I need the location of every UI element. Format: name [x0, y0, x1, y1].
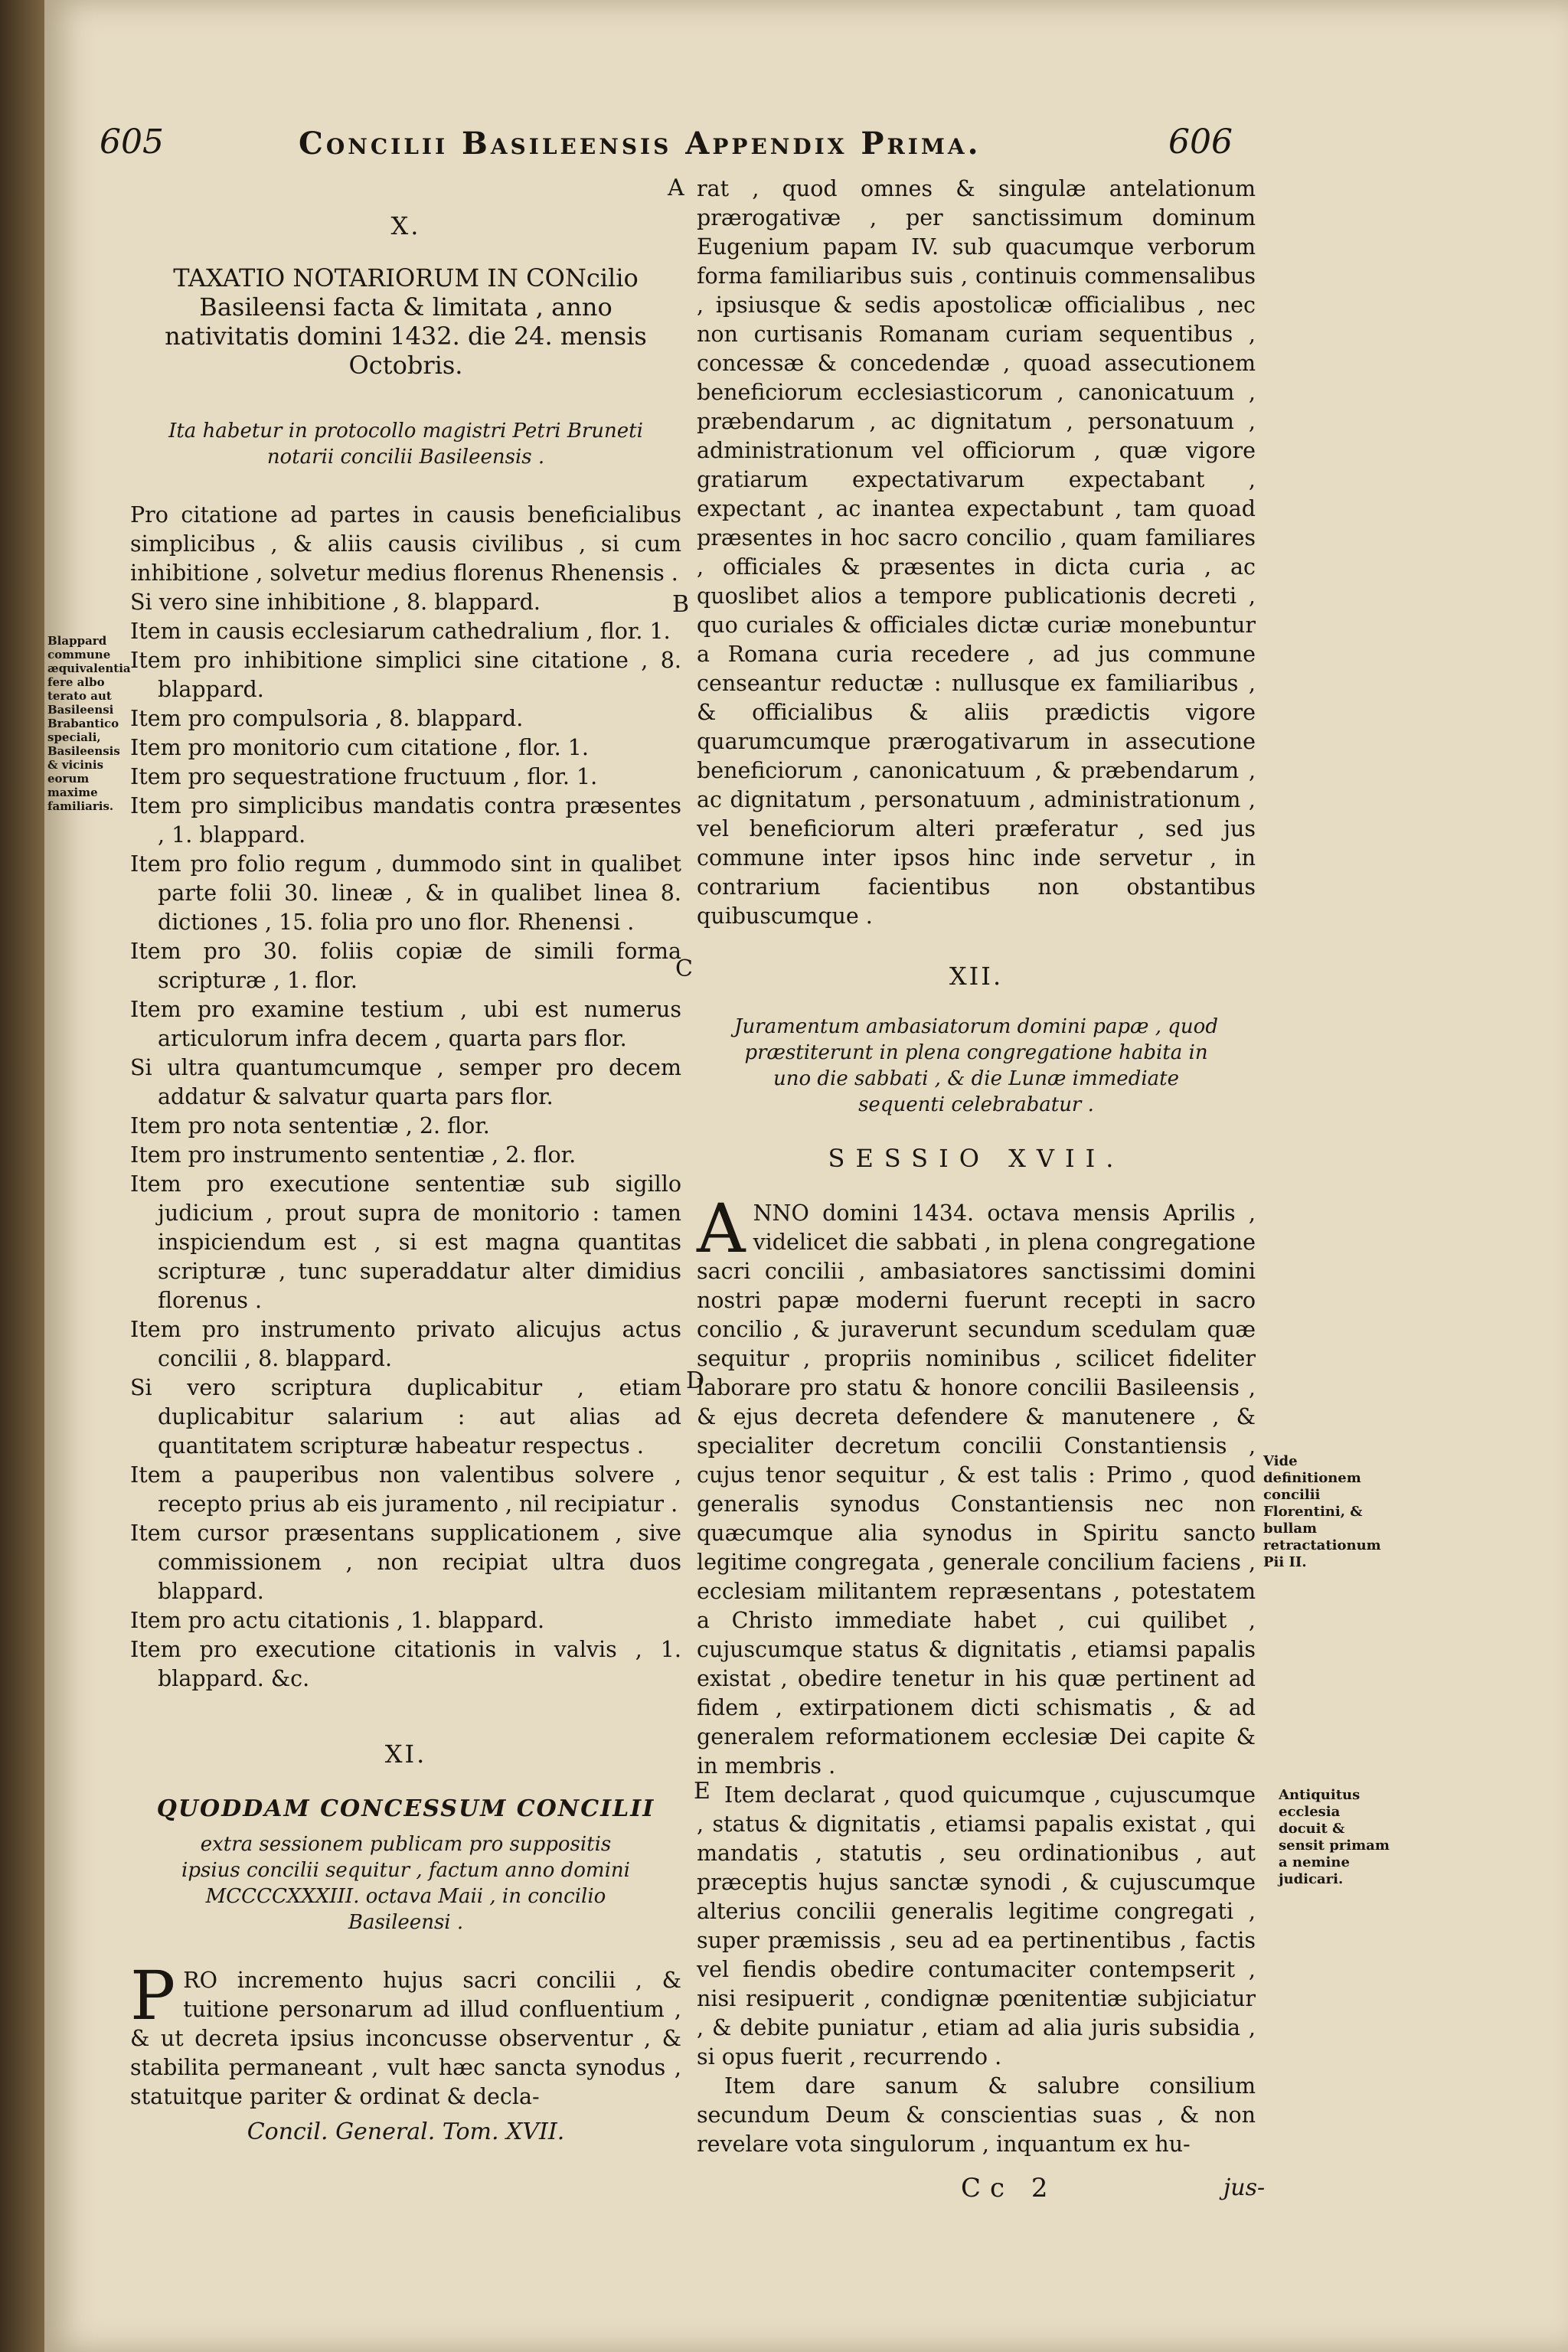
- paragraph-item-declarat: Item declarat , quod quicumque , cujuscumque , status & dignitatis , etiamsi papalis existat , qui mandatis , statutis , seu ordinationibus , aut præceptis hujus sanctæ synodi , & cujuscumque alterius concilii generalis legitime congregati , super præmissis , seu ad ea pertinentibus , factis vel fiendis obedire contumaciter contempserit , nisi resipuerit , condignæ pœnitentiæ subjiciatur , & debite puniatur , etiam ad alia juris subsidia , si opus fuerit , recurrendo .: [697, 1782, 1256, 2069]
- left-margin-note: Blappard commune æquivalentia fere albo terato aut Basileensi Brabantico speciali, Basileensis & vicinis eorum maxime familiaris.: [47, 634, 131, 813]
- section-text-xi: PRO incremento hujus sacri concilii , & tuitione personarum ad illud confluentium , & ut decreta ipsius inconcusse observentur , & stabilita permaneant , vult hæc sancta synodus , statuitque pariter & ordinat & decla-: [130, 1956, 681, 2109]
- margin-letter-e: E: [694, 1778, 710, 1805]
- fee-item: Item pro sequestratione fructuum , flor. 1.: [130, 764, 598, 789]
- session-heading: SESSIO XVII.: [828, 1144, 1125, 1173]
- fee-item: Si ultra quantumcumque , semper pro decem addatur & salvatur quarta pars flor.: [130, 1055, 681, 1109]
- fee-item: Item pro simplicibus mandatis contra præsentes , 1. blappard.: [130, 793, 681, 848]
- paragraph-decree-end: rat , quod omnes & singulæ antelationum prærogativæ , per sanctissimum dominum Eugenium papam IV. sub quacumque verborum forma familiaribus suis , continuis commensalibus , ipsiusque & sedis apostolicæ officialibus , nec non curtisanis Romanam curiam sequentibus , concessæ & concedendæ , quoad assecutionem beneficiorum ecclesiasticorum , canonicatuum , præbendarum , ac dignitatum , personatuum , administrationum vel officiorum , quæ vigore gratiarum expectativarum expectabant , expectant , ac inantea expectabunt , tam quoad præsentes in hoc sacro concilio , quam familiares , officiales & præsentes in dicta curia , ac quoslibet alios a tempore publicationis decreti , quo curiales & officiales dictæ curiæ monebuntur a Romana curia recedere , ad jus commune censeantur reductæ : nullusque ex familiaribus , & officialibus & aliis prædictis vigore quarumcumque prærogativarum in assecutione beneficiorum , canonicatuum , & præbendarum , ac dignitatum , personatuum , administrationum , vel beneficiorum alteri præferatur , sed jus commune inter ipsos hinc inde servetur , in contrarium facientibus non obstantibus quibuscumque .: [697, 176, 1256, 929]
- catchword: jus-: [1223, 2174, 1266, 2201]
- paragraph-anno: ANNO domini 1434. octava mensis Aprilis , videlicet die sabbati , in plena congregatione sacri concilii , ambasiatores sanctissimi domini nostri papæ moderni fuerunt recepti in sacro concilio , & juraverunt secundum scedulam quæ sequitur , propriis nominibus , scilicet fideliter laborare pro statu & honore concilii Basileensis , & ejus decreta defendere & manutenere , & specialiter decretum concilii Constantiensis , cujus tenor sequitur , & est talis : Primo , quod generalis synodus Constantiensis nec non quæcumque alia synodus in Spiritu sancto legitime congregata , generale concilium faciens , ecclesiam militantem repræsentans , potestatem a Christo immediate habet , cui quilibet , cujuscumque status & dignitatis , etiamsi papalis existat , obedire tenetur in his quæ pertinent ad fidem , extirpationem dicti schismatis , & ad generalem reformationem ecclesiæ Dei capite & in membris .: [697, 1189, 1256, 1779]
- fee-list: [130, 588, 681, 1694]
- section-rubric-xii: Juramentum ambasiatorum domini papæ , quod præstiterunt in plena congregatione habita in uno die sabbati , & die Lunæ immediate sequenti celebrabatur .: [734, 1015, 1218, 1116]
- page-number-left: 605: [100, 122, 164, 162]
- section-heading-x: TAXATIO NOTARIORUM IN CONcilio Basileensi facta & limitata , anno nativitatis domini 1432. die 24. mensis Octobris.: [165, 263, 647, 380]
- volume-footer: Concil. General. Tom. XVII.: [247, 2118, 565, 2145]
- fee-item: Item pro nota sententiæ , 2. flor.: [130, 1113, 490, 1138]
- section-subtitle-xi: extra sessionem publicam pro suppositis ipsius concilii sequitur , factum anno domini MCCCCXXXIII. octava Maii , in concilio Basileensi .: [181, 1833, 630, 1934]
- fee-item: Item in causis ecclesiarum cathedralium , flor. 1.: [130, 619, 671, 644]
- fee-item: Item pro actu citationis , 1. blappard.: [130, 1608, 545, 1633]
- section-number-xii: XII.: [949, 962, 1004, 991]
- fee-item: Item pro executione sententiæ sub sigillo judicium , prout supra de monitorio : tamen inspiciendum est , si est magna quantitas scripturæ , tunc superaddatur alter dimidius florenus .: [130, 1171, 681, 1313]
- margin-letter-b: B: [672, 591, 690, 618]
- margin-letter-c: C: [675, 956, 693, 982]
- fee-item: Item pro instrumento privato alicujus actus concilii , 8. blappard.: [130, 1317, 681, 1371]
- fee-item: Item cursor præsentans supplicationem , sive commissionem , non recipiat ultra duos blappard.: [130, 1521, 681, 1604]
- section-title-xi: QUODDAM CONCESSUM CONCILII: [156, 1795, 655, 1822]
- fee-item: Item pro instrumento sententiæ , 2. flor.: [130, 1142, 577, 1168]
- binding-gutter: [0, 0, 44, 2352]
- margin-letter-d: D: [686, 1367, 705, 1394]
- section-number-xi: XI.: [384, 1740, 427, 1769]
- intro-paragraph: Pro citatione ad partes in causis beneficialibus simplicibus , & aliis causis civilibus , si cum inhibitione , solvetur medius florenus Rhenensis .: [130, 502, 681, 586]
- running-head: [100, 122, 1233, 168]
- margin-letter-a: A: [668, 175, 684, 201]
- section-number-x: X.: [390, 211, 421, 240]
- fee-item: Item a pauperibus non valentibus solvere , recepto prius ab eis juramento , nil recipiatur .: [130, 1462, 681, 1517]
- fee-item: Item pro compulsoria , 8. blappard.: [130, 706, 524, 731]
- fee-item: Item pro monitorio cum citatione , flor. 1.: [130, 735, 589, 760]
- fee-item: Item pro folio regum , dummodo sint in qualibet parte folii 30. lineæ , & in qualibet linea 8. dictiones , 15. folia pro uno flor. Rhenensi .: [130, 851, 681, 935]
- right-margin-note-2: Antiquitus ecclesia docuit & sensit primam a nemine judicari.: [1279, 1787, 1390, 1887]
- right-column: [697, 175, 1256, 2159]
- left-column: [130, 207, 681, 2147]
- fee-item: Item pro examine testium , ubi est numerus articulorum infra decem , quarta pars flor.: [130, 997, 681, 1051]
- signature-mark: Cc 2: [961, 2173, 1057, 2203]
- fee-item: Si vero scriptura duplicabitur , etiam duplicabitur salarium : aut alias ad quantitatem scripturæ habeatur respectus .: [130, 1375, 681, 1459]
- fee-item: Si vero sine inhibitione , 8. blappard.: [130, 590, 541, 615]
- fee-item: Item pro inhibitione simplici sine citatione , 8. blappard.: [130, 648, 681, 702]
- page-number-right: 606: [1168, 122, 1233, 162]
- fee-item: Item pro executione citationis in valvis , 1. blappard. &c.: [130, 1637, 681, 1691]
- section-rubric-x: Ita habetur in protocollo magistri Petri Bruneti notarii concilii Basileensis .: [168, 420, 643, 469]
- running-title: Concilii Basileensis Appendix Prima.: [299, 126, 982, 162]
- fee-item: Item pro 30. foliis copiæ de simili forma scripturæ , 1. flor.: [130, 939, 681, 993]
- paragraph-item-dare: Item dare sanum & salubre consilium secundum Deum & conscientias suas , & non revelare vota singulorum , inquantum ex hu-: [697, 2073, 1256, 2157]
- right-margin-note-1: Vide definitionem concilii Florentini, & bullam retractationum Pii II.: [1263, 1453, 1381, 1570]
